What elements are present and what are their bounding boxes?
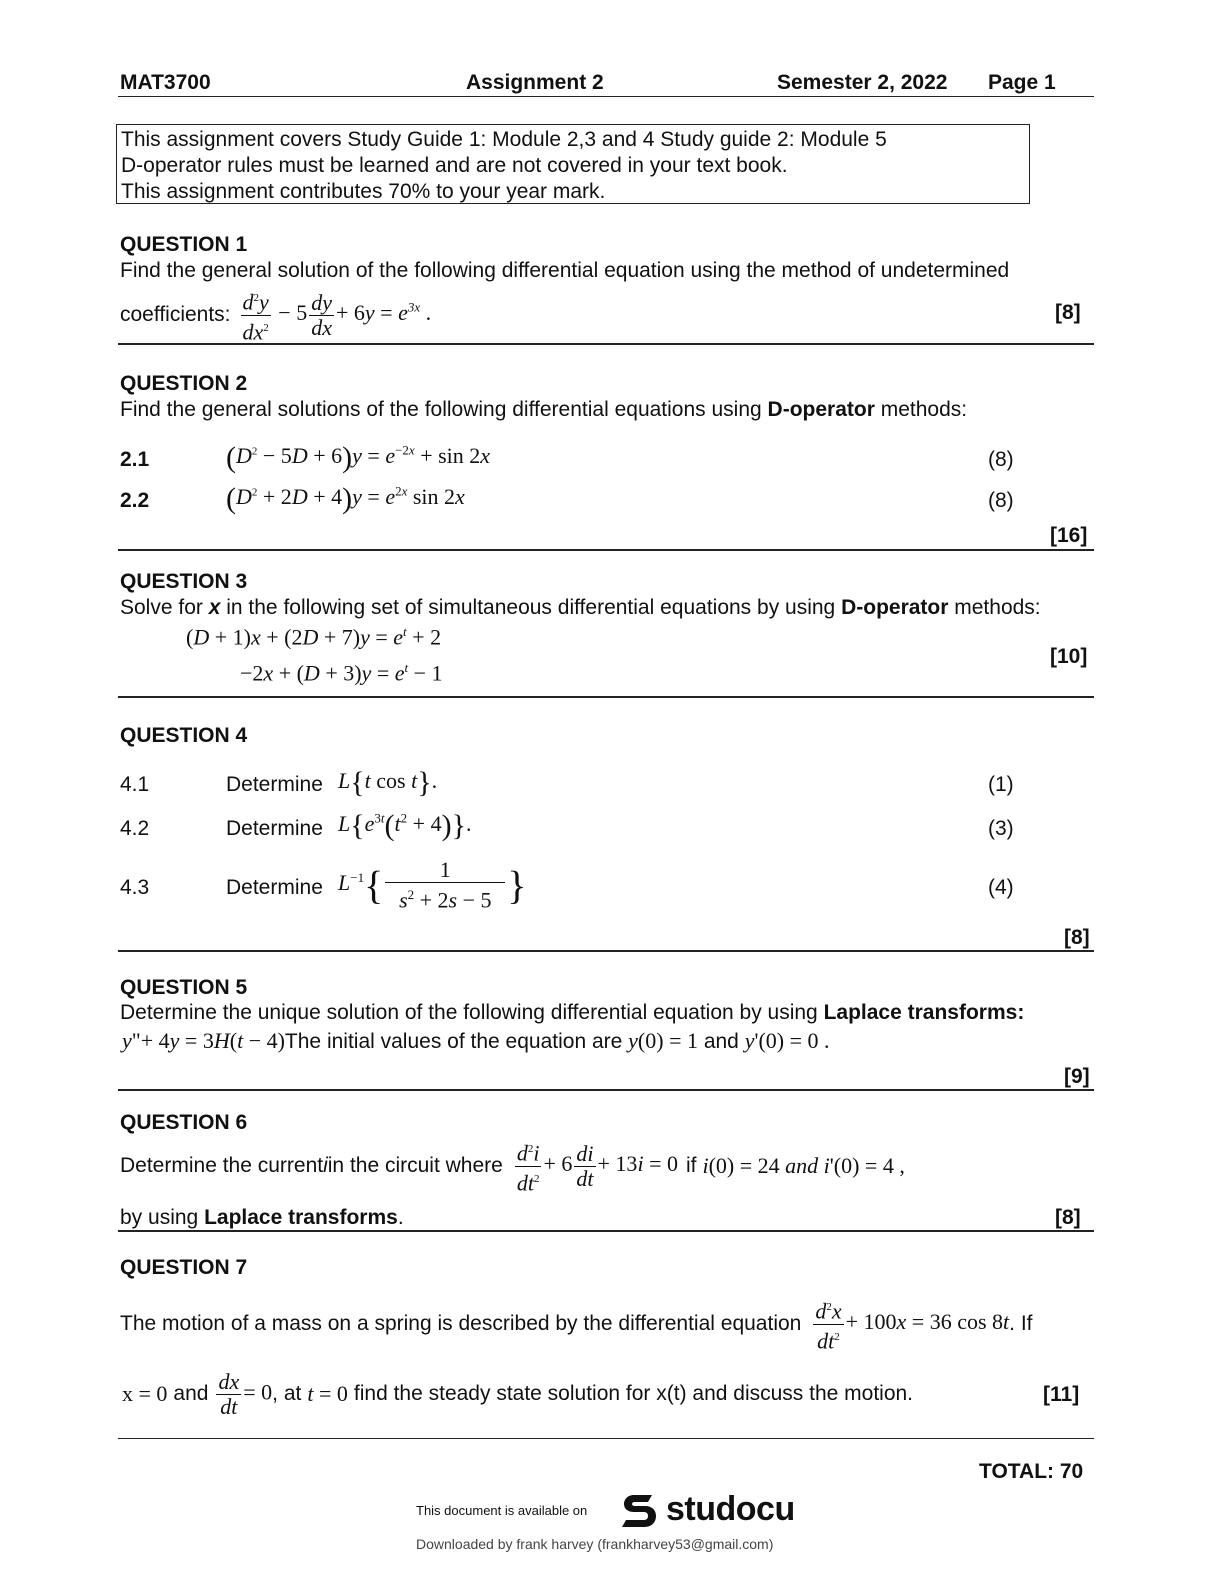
- question-5-line-2: [122, 1028, 830, 1054]
- header-rule: [118, 96, 1094, 97]
- page-number: Page 1: [988, 71, 1056, 94]
- question-5-initial-2: y'(0) = 0 .: [744, 1028, 830, 1053]
- question-1-equation: $\frac{d^2y}{dx^2}$ − 5 $\frac{dy}{dx}$ + $6y = e^{3x}$ .: [239, 286, 432, 344]
- question-3-title: QUESTION 3: [120, 570, 248, 593]
- item-4-1-expression: L{t cos t}.: [338, 766, 438, 799]
- question-3-equation-1: $(D + 1)x + (2D + 7)y = e^t + 2$: [186, 624, 442, 650]
- item-2-2-equation: $(D^2 + 2D + 4)y = e^{2x}$ sin 2x: [226, 482, 465, 515]
- question-3-text-mid: in the following set of simultaneous differential equations by using: [220, 596, 842, 619]
- question-2-text-pre: Find the general solutions of the following differential equations using: [120, 398, 768, 421]
- item-2-2-marks: (8): [988, 489, 1014, 512]
- question-7-rule: [118, 1438, 1094, 1439]
- question-3-text-bold: D-operator: [841, 596, 949, 619]
- question-1-text: Find the general solution of the following differential equation using the method of undetermined: [120, 259, 1010, 282]
- question-2-text-bold: D-operator: [767, 398, 875, 421]
- question-7-initial-x: x = 0: [122, 1381, 168, 1406]
- studocu-logo-icon: [618, 1487, 662, 1531]
- item-2-2-number: 2.2: [120, 489, 150, 512]
- question-5-title: QUESTION 5: [120, 976, 248, 999]
- question-7-line-1: [120, 1296, 1033, 1352]
- question-7-line-2-mid: , at: [272, 1382, 302, 1405]
- question-5-and: and: [703, 1030, 739, 1053]
- question-2-text: [120, 398, 967, 422]
- info-box: [116, 124, 1030, 204]
- question-3-equation-2: $-2x + (D + 3)y = e^t - 1$: [240, 660, 443, 686]
- question-5-initial-1: y(0) = 1: [628, 1028, 698, 1053]
- footer-available-text: This document is available on: [416, 1503, 588, 1518]
- question-5-rule: [118, 1089, 1094, 1091]
- question-6-rule: [118, 1230, 1094, 1232]
- question-7-line-2: [122, 1366, 913, 1422]
- item-2-1-equation: $(D^2 - 5D + 6)y = e^{-2x} + \sin 2x$: [226, 441, 491, 474]
- question-7-initial-dx: $\frac{dx}{dt}$ = 0: [218, 1368, 273, 1419]
- item-4-3-number: 4.3: [120, 876, 150, 899]
- total-marks: TOTAL: 70: [979, 1460, 1084, 1483]
- question-3-text-post: methods:: [948, 596, 1041, 619]
- question-5-equation: y"+ 4y = 3H(t − 4): [122, 1028, 285, 1053]
- question-5-text-pre: Determine the unique solution of the following differential equation by using: [120, 1001, 824, 1024]
- item-4-1-label: Determine: [226, 773, 323, 796]
- question-6-line-2: [120, 1206, 404, 1230]
- info-line-2: D-operator rules must be learned and are not covered in your text book.: [121, 154, 788, 177]
- studocu-logo[interactable]: [618, 1487, 795, 1531]
- question-6-text-post: in the circuit where: [327, 1154, 503, 1177]
- item-4-3-marks: (4): [988, 876, 1014, 899]
- info-line-3: This assignment contributes 70% to your year mark.: [121, 180, 606, 203]
- question-2-title: QUESTION 2: [120, 372, 248, 395]
- question-2-text-post: methods:: [874, 398, 968, 421]
- question-4-title: QUESTION 4: [120, 724, 248, 747]
- question-3-text-pre: Solve for: [120, 596, 209, 619]
- semester: Semester 2, 2022: [777, 71, 948, 94]
- question-6-text-var: i: [323, 1154, 328, 1177]
- question-7-if: . If: [1009, 1312, 1033, 1335]
- item-4-1-marks: (1): [988, 773, 1014, 796]
- question-5-text-bold: Laplace transforms:: [823, 1001, 1025, 1024]
- document-title: Assignment 2: [466, 71, 604, 94]
- question-1-mark: [8]: [1055, 301, 1081, 324]
- item-4-2-number: 4.2: [120, 817, 150, 840]
- question-4-rule: [118, 950, 1094, 952]
- question-6-conditions: i(0) = 24 and i'(0) = 4 ,: [702, 1153, 905, 1178]
- question-6-if: if: [685, 1154, 697, 1177]
- item-4-3-expression: $L^{-1}${ $\frac{1}{s^2 + 2s - 5}$ }: [338, 857, 527, 913]
- question-6-title: QUESTION 6: [120, 1111, 248, 1134]
- info-line-1: This assignment covers Study Guide 1: Module 2,3 and 4 Study guide 2: Module 5: [121, 128, 887, 151]
- question-1-equation-line: [120, 289, 432, 344]
- question-3-text: [120, 596, 1041, 620]
- question-7-text: The motion of a mass on a spring is described by the differential equation: [120, 1312, 802, 1335]
- course-code: MAT3700: [120, 71, 211, 94]
- question-7-title: QUESTION 7: [120, 1256, 248, 1279]
- question-5-line-2-text: The initial values of the equation are: [284, 1030, 623, 1053]
- question-6-line-2-bold: Laplace transforms: [204, 1206, 398, 1229]
- question-6-line-2-post: .: [397, 1206, 404, 1229]
- question-7-time: t = 0: [307, 1381, 348, 1406]
- item-4-1-number: 4.1: [120, 773, 150, 796]
- question-7-line-2-post: find the steady state solution for x(t) and discuss the motion.: [353, 1382, 914, 1405]
- question-4-total: [8]: [1064, 926, 1090, 949]
- question-7-equation: $\frac{d^2x}{dt^2}$ + 100x = 36 cos 8t: [811, 1295, 1009, 1353]
- question-6-mark: [8]: [1055, 1206, 1081, 1229]
- studocu-brand: studocu: [666, 1489, 795, 1528]
- item-4-2-expression: $L\{e^{3t}(t^2 + 4)\}$.: [338, 809, 472, 842]
- question-5-mark: [9]: [1064, 1065, 1090, 1088]
- question-6-equation: $\frac{d^2i}{dt^2}$ + 6 $\frac{di}{dt}$ + 13i = 0: [513, 1137, 678, 1195]
- item-4-2-marks: (3): [988, 817, 1014, 840]
- question-6-text-pre: Determine the current: [120, 1154, 324, 1177]
- question-2-total: [16]: [1050, 524, 1088, 547]
- question-1-lead: coefficients:: [120, 303, 231, 326]
- question-1-rule: [118, 343, 1094, 345]
- question-5-text: [120, 1001, 1024, 1025]
- question-3-text-var: x: [208, 596, 221, 619]
- question-6-line-2-pre: by using: [120, 1206, 205, 1229]
- question-7-mark: [11]: [1043, 1383, 1080, 1406]
- question-3-mark: [10]: [1050, 645, 1088, 668]
- item-4-2-label: Determine: [226, 817, 323, 840]
- question-2-rule: [118, 549, 1094, 551]
- question-1-title: QUESTION 1: [120, 233, 248, 256]
- item-4-3-label: Determine: [226, 876, 323, 899]
- question-6-line-1: [120, 1138, 905, 1194]
- question-7-and: and: [173, 1382, 209, 1405]
- item-2-1-marks: (8): [988, 448, 1014, 471]
- footer-downloaded-text: Downloaded by frank harvey (frankharvey53@gmail.com): [416, 1536, 774, 1552]
- item-2-1-number: 2.1: [120, 448, 150, 471]
- question-3-rule: [118, 696, 1094, 698]
